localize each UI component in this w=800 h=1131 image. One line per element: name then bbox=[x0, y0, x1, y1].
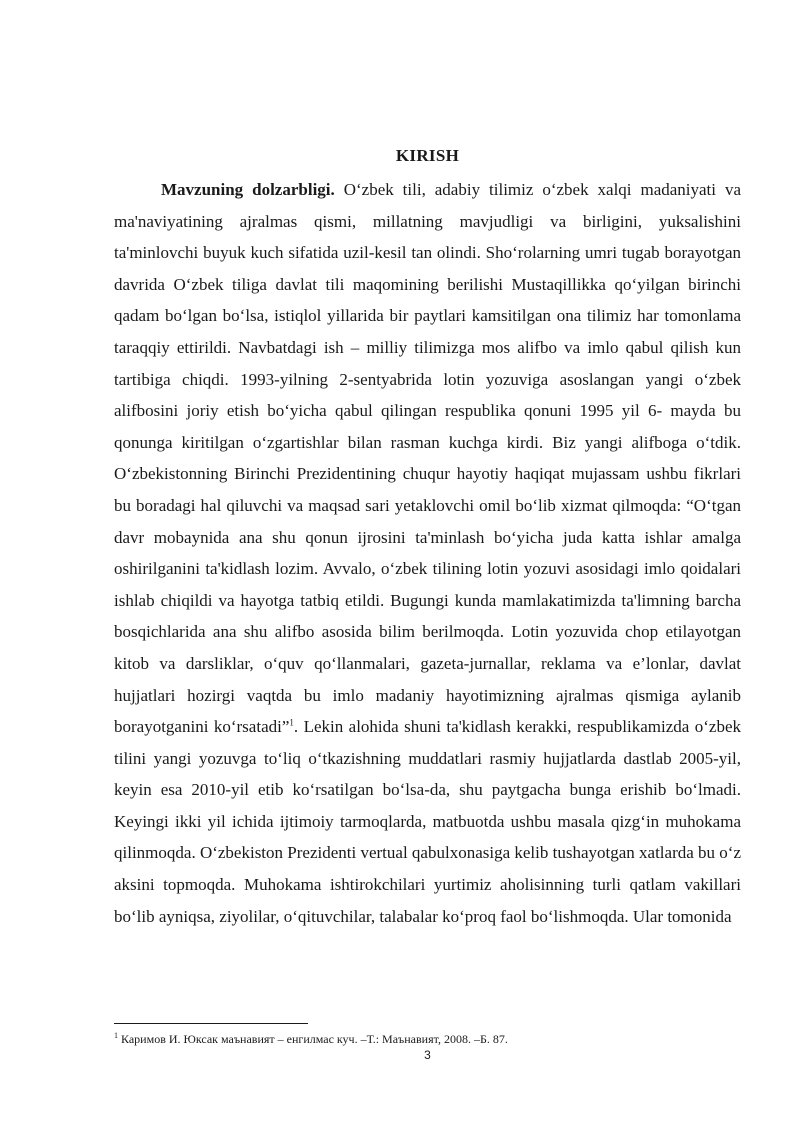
body-paragraph bbox=[114, 174, 741, 932]
footnote-separator bbox=[114, 1023, 308, 1024]
footnote-text: Каримов И. Юксак маънавият – енгилмас куч. –Т.: Маънавият, 2008. –Б. 87. bbox=[118, 1032, 508, 1046]
footnote-marker: 1 bbox=[114, 1031, 118, 1040]
footnote bbox=[114, 1031, 741, 1047]
page-number: 3 bbox=[424, 1048, 431, 1062]
paragraph-lead: Mavzuning dolzarbligi. bbox=[161, 180, 335, 199]
paragraph-text-part2: . Lekin alohida shuni ta'kidlash kerakki, respublikamizda o‘zbek tilini yangi yozuvga to‘liq o‘tkazishning muddatlari rasmiy hujjatlarda dastlab 2005-yil, keyin esa 2010-yil etib ko‘rsatilgan bo‘lsa-da, shu paytgacha bunga erishib bo‘lmadi. Keyingi ikki yil ichida ijtimoiy tarmoqlarda, matbuotda ushbu masala qizg‘in muhokama qilinmoqda. O‘zbekiston Prezidenti vertual qabulxonasiga kelib tushayotgan xatlarda bu o‘z aksini topmoqda. Muhokama ishtirokchilari yurtimiz aholisinning turli qatlam vakillari bo‘lib ayniqsa, ziyolilar, o‘qituvchilar, talabalar ko‘proq faol bo‘lishmoqda. Ular tomonida bbox=[114, 717, 741, 926]
section-heading: KIRISH bbox=[395, 146, 460, 165]
footnote-reference[interactable]: 1 bbox=[289, 717, 294, 728]
paragraph-text-part1: O‘zbek tili, adabiy tilimiz o‘zbek xalqi madaniyati va ma'naviyatining ajralmas qismi, millatning mavjudligi va birligini, yuksalishini ta'minlovchi buyuk kuch sifatida uzil-kesil tan olindi. Sho‘rolarning umri tugab borayotgan davrida O‘zbek tiliga davlat tili maqomining berilishi Mustaqillikka qo‘yilgan birinchi qadam bo‘lgan bo‘lsa, istiqlol yillarida bir paytlari kamsitilgan ona tilimiz har tomonlama taraqqiy ettirildi. Navbatdagi ish – milliy tilimizga mos alifbo va imlo qabul qilish kun tartibiga chiqdi. 1993-yilning 2-sentyabrida lotin yozuviga asoslangan yangi o‘zbek alifbosini joriy etish bo‘yicha qabul qilingan respublika qonuni 1995 yil 6- mayda bu qonunga kiritilgan o‘zgartishlar bilan rasman kuchga kirdi. Biz yangi alifboga o‘tdik. O‘zbekistonning Birinchi Prezidentining chuqur hayotiy haqiqat mujassam ushbu fikrlari bu boradagi hal qiluvchi va maqsad sari yetaklovchi omil bo‘lib xizmat qilmoqda: “O‘tgan davr mobaynida ana shu qonun ijrosini ta'minlash bo‘yicha juda katta ishlar amalga oshirilganini ta'kidlash lozim. Avvalo, o‘zbek tilining lotin yozuvi asosidagi imlo qoidalari ishlab chiqildi va hayotga tatbiq etildi. Bugungi kunda mamlakatimizda ta'limning barcha bosqichlarida ana shu alifbo asosida bilim berilmoqda. Lotin yozuvida chop etilayotgan kitob va darsliklar, o‘quv qo‘llanmalari, gazeta-jurnallar, reklama va e’lonlar, davlat hujjatlari hozirgi vaqtda bu imlo madaniy hayotimizning ajralmas qismiga aylanib borayotganini ko‘rsatadi” bbox=[114, 180, 741, 737]
